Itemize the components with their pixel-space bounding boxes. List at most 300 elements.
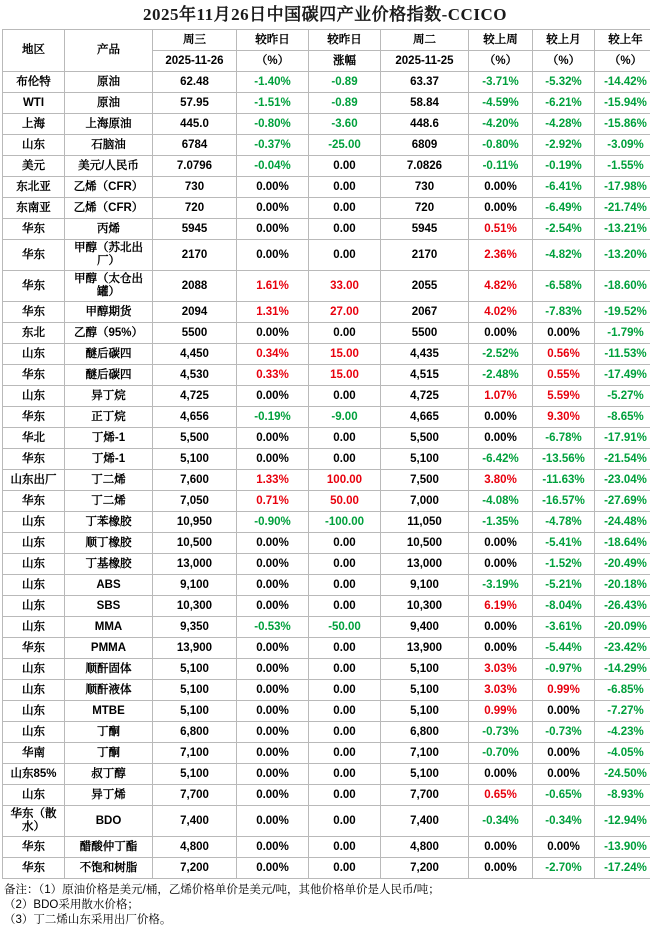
cell-vs-year: -11.53% [595, 344, 650, 365]
cell-region: 华东 [3, 449, 65, 470]
cell-change-prev-day-amount: -0.89 [309, 93, 381, 114]
cell-change-prev-day-amount: 15.00 [309, 344, 381, 365]
cell-region: 华东 [3, 491, 65, 512]
table-row [3, 428, 650, 449]
cell-region: 华东（散水） [3, 806, 65, 837]
cell-vs-week: -4.59% [469, 93, 533, 114]
cell-price-tuesday: 4,725 [381, 386, 469, 407]
cell-vs-year: -20.18% [595, 575, 650, 596]
cell-product: 醋酸仲丁酯 [65, 837, 153, 858]
cell-price-wednesday: 445.0 [153, 114, 237, 135]
table-header-row [3, 30, 650, 51]
cell-vs-week: 0.00% [469, 198, 533, 219]
cell-change-prev-day-pct: 0.00% [237, 806, 309, 837]
cell-vs-week: 0.51% [469, 219, 533, 240]
cell-vs-week: 3.80% [469, 470, 533, 491]
header-vs-month-unit: （%） [533, 51, 595, 72]
cell-price-tuesday: 10,500 [381, 533, 469, 554]
cell-vs-year: -13.21% [595, 219, 650, 240]
cell-vs-month: -2.70% [533, 858, 595, 879]
table-row [3, 240, 650, 271]
cell-region: 美元 [3, 156, 65, 177]
cell-product: 甲醇（太仓出罐） [65, 271, 153, 302]
cell-product: 异丁烷 [65, 386, 153, 407]
cell-vs-week: -3.71% [469, 72, 533, 93]
cell-change-prev-day-pct: -0.53% [237, 617, 309, 638]
cell-change-prev-day-amount: 0.00 [309, 858, 381, 879]
cell-region: 山东 [3, 533, 65, 554]
cell-change-prev-day-amount: 0.00 [309, 837, 381, 858]
cell-vs-year: -26.43% [595, 596, 650, 617]
cell-region: 东南亚 [3, 198, 65, 219]
cell-vs-week: 0.00% [469, 638, 533, 659]
cell-price-wednesday: 5,100 [153, 701, 237, 722]
cell-price-tuesday: 2170 [381, 240, 469, 271]
cell-price-tuesday: 5,100 [381, 659, 469, 680]
cell-product: SBS [65, 596, 153, 617]
cell-price-tuesday: 5,100 [381, 680, 469, 701]
header-tuesday-date: 2025-11-25 [381, 51, 469, 72]
header-product: 产品 [65, 30, 153, 72]
table-row [3, 72, 650, 93]
cell-change-prev-day-pct: 1.31% [237, 302, 309, 323]
cell-vs-month: -0.34% [533, 806, 595, 837]
table-row [3, 386, 650, 407]
cell-change-prev-day-amount: 0.00 [309, 323, 381, 344]
cell-vs-week: -2.52% [469, 344, 533, 365]
cell-vs-week: 0.00% [469, 407, 533, 428]
cell-price-tuesday: 5,100 [381, 701, 469, 722]
cell-vs-year: -20.09% [595, 617, 650, 638]
table-row [3, 638, 650, 659]
cell-vs-month: 5.59% [533, 386, 595, 407]
footnotes [0, 879, 650, 928]
cell-vs-year: -24.48% [595, 512, 650, 533]
cell-region: 布伦特 [3, 72, 65, 93]
cell-region: 华东 [3, 365, 65, 386]
cell-change-prev-day-pct: 0.00% [237, 764, 309, 785]
cell-change-prev-day-pct: -0.80% [237, 114, 309, 135]
cell-change-prev-day-amount: 0.00 [309, 701, 381, 722]
cell-vs-week: -2.48% [469, 365, 533, 386]
cell-product: 丁基橡胶 [65, 554, 153, 575]
cell-vs-year: -23.42% [595, 638, 650, 659]
cell-price-wednesday: 7,200 [153, 858, 237, 879]
table-row [3, 135, 650, 156]
cell-region: 山东 [3, 785, 65, 806]
table-row [3, 806, 650, 837]
cell-change-prev-day-amount: 0.00 [309, 449, 381, 470]
cell-vs-year: -4.23% [595, 722, 650, 743]
table-row [3, 575, 650, 596]
cell-change-prev-day-amount: 0.00 [309, 575, 381, 596]
cell-change-prev-day-pct: 0.34% [237, 344, 309, 365]
table-row [3, 365, 650, 386]
cell-vs-month: -3.61% [533, 617, 595, 638]
cell-region: WTI [3, 93, 65, 114]
cell-price-tuesday: 4,435 [381, 344, 469, 365]
footnote-2: （2）BDO采用散水价格； [4, 898, 646, 913]
cell-vs-month: -0.73% [533, 722, 595, 743]
cell-change-prev-day-pct: -0.04% [237, 156, 309, 177]
cell-price-tuesday: 9,100 [381, 575, 469, 596]
cell-price-tuesday: 2055 [381, 271, 469, 302]
cell-price-wednesday: 10,300 [153, 596, 237, 617]
cell-vs-week: -0.70% [469, 743, 533, 764]
header-change-prev-day-amount: 较昨日 [309, 30, 381, 51]
cell-product: 上海原油 [65, 114, 153, 135]
cell-region: 华北 [3, 428, 65, 449]
cell-change-prev-day-amount: -50.00 [309, 617, 381, 638]
cell-price-wednesday: 9,100 [153, 575, 237, 596]
cell-price-wednesday: 7,400 [153, 806, 237, 837]
cell-region: 山东 [3, 617, 65, 638]
cell-change-prev-day-pct: 0.00% [237, 837, 309, 858]
cell-product: 顺酐液体 [65, 680, 153, 701]
cell-vs-week: 0.65% [469, 785, 533, 806]
cell-product: 甲醇（苏北出厂） [65, 240, 153, 271]
cell-vs-week: -3.19% [469, 575, 533, 596]
cell-vs-month: -5.44% [533, 638, 595, 659]
cell-product: 丁二烯 [65, 470, 153, 491]
cell-vs-week: 0.00% [469, 617, 533, 638]
cell-price-tuesday: 7,000 [381, 491, 469, 512]
cell-change-prev-day-pct: 1.61% [237, 271, 309, 302]
cell-price-tuesday: 63.37 [381, 72, 469, 93]
cell-change-prev-day-pct: 1.33% [237, 470, 309, 491]
cell-change-prev-day-amount: 0.00 [309, 554, 381, 575]
cell-change-prev-day-amount: 0.00 [309, 680, 381, 701]
table-row [3, 177, 650, 198]
cell-change-prev-day-pct: 0.00% [237, 219, 309, 240]
table-row [3, 617, 650, 638]
cell-vs-year: -3.09% [595, 135, 650, 156]
cell-price-wednesday: 6,800 [153, 722, 237, 743]
cell-price-tuesday: 11,050 [381, 512, 469, 533]
table-row [3, 785, 650, 806]
cell-vs-month: -6.41% [533, 177, 595, 198]
cell-product: MMA [65, 617, 153, 638]
cell-price-wednesday: 4,530 [153, 365, 237, 386]
cell-change-prev-day-amount: 0.00 [309, 533, 381, 554]
cell-product: 甲醇期货 [65, 302, 153, 323]
cell-region: 华东 [3, 407, 65, 428]
cell-vs-week: -0.34% [469, 806, 533, 837]
table-row [3, 701, 650, 722]
cell-price-wednesday: 7,700 [153, 785, 237, 806]
cell-vs-week: 0.00% [469, 764, 533, 785]
cell-change-prev-day-amount: -100.00 [309, 512, 381, 533]
cell-vs-year: -23.04% [595, 470, 650, 491]
table-row [3, 722, 650, 743]
cell-vs-week: 0.00% [469, 323, 533, 344]
cell-change-prev-day-pct: 0.00% [237, 659, 309, 680]
cell-vs-month: -8.04% [533, 596, 595, 617]
cell-product: MTBE [65, 701, 153, 722]
cell-price-wednesday: 4,450 [153, 344, 237, 365]
cell-vs-year: -27.69% [595, 491, 650, 512]
table-row [3, 533, 650, 554]
cell-price-wednesday: 2088 [153, 271, 237, 302]
table-row [3, 659, 650, 680]
cell-vs-year: -8.65% [595, 407, 650, 428]
cell-product: PMMA [65, 638, 153, 659]
cell-change-prev-day-pct: 0.00% [237, 533, 309, 554]
cell-vs-month: 9.30% [533, 407, 595, 428]
cell-region: 山东 [3, 135, 65, 156]
cell-price-tuesday: 5945 [381, 219, 469, 240]
footnote-1: 备注：（1）原油价格是美元/桶，乙烯价格单价是美元/吨，其他价格单价是人民币/吨； [4, 883, 646, 898]
cell-product: 不饱和树脂 [65, 858, 153, 879]
cell-region: 山东 [3, 512, 65, 533]
cell-vs-week: 6.19% [469, 596, 533, 617]
header-vs-month: 较上月 [533, 30, 595, 51]
cell-change-prev-day-pct: 0.00% [237, 722, 309, 743]
cell-price-tuesday: 13,900 [381, 638, 469, 659]
cell-vs-month: 0.99% [533, 680, 595, 701]
header-vs-week-unit: （%） [469, 51, 533, 72]
table-row [3, 764, 650, 785]
cell-vs-year: -18.64% [595, 533, 650, 554]
cell-price-wednesday: 62.48 [153, 72, 237, 93]
cell-vs-month: 0.00% [533, 323, 595, 344]
cell-region: 山东 [3, 596, 65, 617]
cell-change-prev-day-pct: 0.00% [237, 858, 309, 879]
cell-vs-week: -1.35% [469, 512, 533, 533]
cell-vs-year: -14.29% [595, 659, 650, 680]
table-row [3, 680, 650, 701]
cell-product: 原油 [65, 93, 153, 114]
header-vs-year-unit: （%） [595, 51, 650, 72]
cell-change-prev-day-amount: 0.00 [309, 659, 381, 680]
cell-change-prev-day-amount: 0.00 [309, 785, 381, 806]
cell-change-prev-day-pct: 0.00% [237, 554, 309, 575]
cell-vs-month: -6.58% [533, 271, 595, 302]
cell-price-tuesday: 2067 [381, 302, 469, 323]
cell-vs-week: 0.00% [469, 837, 533, 858]
cell-change-prev-day-amount: 0.00 [309, 198, 381, 219]
cell-change-prev-day-amount: -0.89 [309, 72, 381, 93]
cell-change-prev-day-pct: 0.71% [237, 491, 309, 512]
cell-region: 华东 [3, 271, 65, 302]
cell-vs-year: -13.20% [595, 240, 650, 271]
cell-change-prev-day-amount: 0.00 [309, 240, 381, 271]
cell-change-prev-day-amount: 0.00 [309, 764, 381, 785]
cell-price-wednesday: 9,350 [153, 617, 237, 638]
cell-change-prev-day-amount: 0.00 [309, 722, 381, 743]
cell-vs-week: -4.08% [469, 491, 533, 512]
cell-product: 丁苯橡胶 [65, 512, 153, 533]
cell-price-tuesday: 7,100 [381, 743, 469, 764]
cell-price-wednesday: 5,100 [153, 659, 237, 680]
cell-price-wednesday: 5,100 [153, 680, 237, 701]
cell-vs-week: 0.00% [469, 533, 533, 554]
cell-price-wednesday: 5,100 [153, 449, 237, 470]
cell-vs-month: -4.78% [533, 512, 595, 533]
cell-region: 华东 [3, 302, 65, 323]
cell-change-prev-day-pct: 0.00% [237, 428, 309, 449]
cell-region: 山东 [3, 722, 65, 743]
cell-price-tuesday: 7.0826 [381, 156, 469, 177]
cell-vs-month: -5.41% [533, 533, 595, 554]
cell-change-prev-day-pct: 0.00% [237, 638, 309, 659]
cell-change-prev-day-pct: 0.00% [237, 386, 309, 407]
table-row [3, 302, 650, 323]
cell-vs-month: -4.82% [533, 240, 595, 271]
cell-region: 山东 [3, 575, 65, 596]
cell-price-wednesday: 57.95 [153, 93, 237, 114]
cell-price-wednesday: 730 [153, 177, 237, 198]
cell-vs-month: -2.92% [533, 135, 595, 156]
cell-vs-month: -1.52% [533, 554, 595, 575]
table-row [3, 449, 650, 470]
cell-vs-year: -1.79% [595, 323, 650, 344]
cell-product: 乙烯（CFR） [65, 177, 153, 198]
cell-vs-week: 0.00% [469, 428, 533, 449]
cell-change-prev-day-amount: -25.00 [309, 135, 381, 156]
cell-change-prev-day-amount: 100.00 [309, 470, 381, 491]
cell-price-tuesday: 13,000 [381, 554, 469, 575]
cell-vs-week: 4.02% [469, 302, 533, 323]
cell-change-prev-day-amount: 0.00 [309, 743, 381, 764]
table-row [3, 470, 650, 491]
cell-price-wednesday: 5,100 [153, 764, 237, 785]
cell-change-prev-day-pct: 0.00% [237, 680, 309, 701]
cell-change-prev-day-pct: 0.00% [237, 240, 309, 271]
cell-product: ABS [65, 575, 153, 596]
cell-change-prev-day-pct: -1.51% [237, 93, 309, 114]
cell-change-prev-day-pct: 0.00% [237, 177, 309, 198]
cell-change-prev-day-pct: -0.19% [237, 407, 309, 428]
cell-vs-year: -15.94% [595, 93, 650, 114]
cell-price-wednesday: 4,800 [153, 837, 237, 858]
cell-change-prev-day-amount: 0.00 [309, 177, 381, 198]
cell-change-prev-day-pct: 0.00% [237, 596, 309, 617]
cell-region: 华东 [3, 837, 65, 858]
cell-vs-month: -7.83% [533, 302, 595, 323]
cell-vs-year: -20.49% [595, 554, 650, 575]
cell-vs-month: -6.78% [533, 428, 595, 449]
cell-price-wednesday: 7.0796 [153, 156, 237, 177]
cell-price-tuesday: 7,500 [381, 470, 469, 491]
cell-price-tuesday: 58.84 [381, 93, 469, 114]
cell-price-tuesday: 5500 [381, 323, 469, 344]
header-vs-year: 较上年 [595, 30, 650, 51]
cell-change-prev-day-amount: 33.00 [309, 271, 381, 302]
cell-price-tuesday: 7,400 [381, 806, 469, 837]
cell-change-prev-day-pct: 0.00% [237, 701, 309, 722]
cell-product: 异丁烯 [65, 785, 153, 806]
cell-price-wednesday: 5,500 [153, 428, 237, 449]
header-wednesday-date: 2025-11-26 [153, 51, 237, 72]
cell-price-tuesday: 730 [381, 177, 469, 198]
cell-vs-month: 0.55% [533, 365, 595, 386]
cell-vs-month: -13.56% [533, 449, 595, 470]
cell-vs-year: -17.24% [595, 858, 650, 879]
cell-vs-year: -15.86% [595, 114, 650, 135]
cell-vs-week: 4.82% [469, 271, 533, 302]
header-vs-week: 较上周 [469, 30, 533, 51]
cell-change-prev-day-amount: -9.00 [309, 407, 381, 428]
cell-price-tuesday: 10,300 [381, 596, 469, 617]
cell-region: 华东 [3, 219, 65, 240]
cell-change-prev-day-amount: -3.60 [309, 114, 381, 135]
cell-vs-year: -19.52% [595, 302, 650, 323]
cell-vs-week: 3.03% [469, 680, 533, 701]
cell-region: 山东 [3, 659, 65, 680]
cell-vs-month: -5.21% [533, 575, 595, 596]
cell-vs-week: -0.80% [469, 135, 533, 156]
cell-vs-year: -21.54% [595, 449, 650, 470]
cell-vs-year: -12.94% [595, 806, 650, 837]
cell-price-wednesday: 2170 [153, 240, 237, 271]
cell-product: 丁酮 [65, 722, 153, 743]
cell-vs-week: -0.11% [469, 156, 533, 177]
cell-vs-week: 2.36% [469, 240, 533, 271]
cell-vs-week: 0.99% [469, 701, 533, 722]
cell-vs-month: -5.32% [533, 72, 595, 93]
cell-price-wednesday: 2094 [153, 302, 237, 323]
cell-price-wednesday: 10,500 [153, 533, 237, 554]
cell-region: 山东 [3, 701, 65, 722]
header-change-prev-day-pct-unit: （%） [237, 51, 309, 72]
table-row [3, 858, 650, 879]
cell-change-prev-day-amount: 27.00 [309, 302, 381, 323]
cell-product: 美元/人民币 [65, 156, 153, 177]
table-row [3, 743, 650, 764]
cell-change-prev-day-pct: 0.00% [237, 323, 309, 344]
cell-change-prev-day-amount: 50.00 [309, 491, 381, 512]
cell-region: 东北亚 [3, 177, 65, 198]
table-row [3, 344, 650, 365]
cell-product: 原油 [65, 72, 153, 93]
cell-vs-month: -11.63% [533, 470, 595, 491]
header-wednesday: 周三 [153, 30, 237, 51]
cell-price-wednesday: 4,656 [153, 407, 237, 428]
cell-vs-week: 0.00% [469, 554, 533, 575]
cell-change-prev-day-pct: 0.00% [237, 743, 309, 764]
cell-price-wednesday: 720 [153, 198, 237, 219]
cell-vs-week: 0.00% [469, 858, 533, 879]
table-row [3, 198, 650, 219]
cell-product: 正丁烷 [65, 407, 153, 428]
cell-vs-week: -6.42% [469, 449, 533, 470]
cell-change-prev-day-pct: 0.00% [237, 449, 309, 470]
cell-change-prev-day-pct: 0.00% [237, 785, 309, 806]
cell-change-prev-day-amount: 15.00 [309, 365, 381, 386]
cell-product: 石脑油 [65, 135, 153, 156]
cell-vs-month: -2.54% [533, 219, 595, 240]
cell-price-tuesday: 5,100 [381, 764, 469, 785]
cell-vs-year: -21.74% [595, 198, 650, 219]
cell-price-tuesday: 4,800 [381, 837, 469, 858]
cell-vs-year: -13.90% [595, 837, 650, 858]
cell-price-tuesday: 7,200 [381, 858, 469, 879]
header-change-prev-day-pct: 较昨日 [237, 30, 309, 51]
table-row [3, 219, 650, 240]
cell-vs-year: -24.50% [595, 764, 650, 785]
cell-region: 华东 [3, 858, 65, 879]
cell-product: 丁二烯 [65, 491, 153, 512]
cell-price-wednesday: 10,950 [153, 512, 237, 533]
table-row [3, 156, 650, 177]
footnote-3: （3）丁二烯山东采用出厂价格。 [4, 913, 646, 928]
cell-change-prev-day-pct: 0.00% [237, 575, 309, 596]
cell-product: 醚后碳四 [65, 344, 153, 365]
cell-price-tuesday: 4,665 [381, 407, 469, 428]
cell-region: 山东 [3, 344, 65, 365]
cell-vs-week: -4.20% [469, 114, 533, 135]
